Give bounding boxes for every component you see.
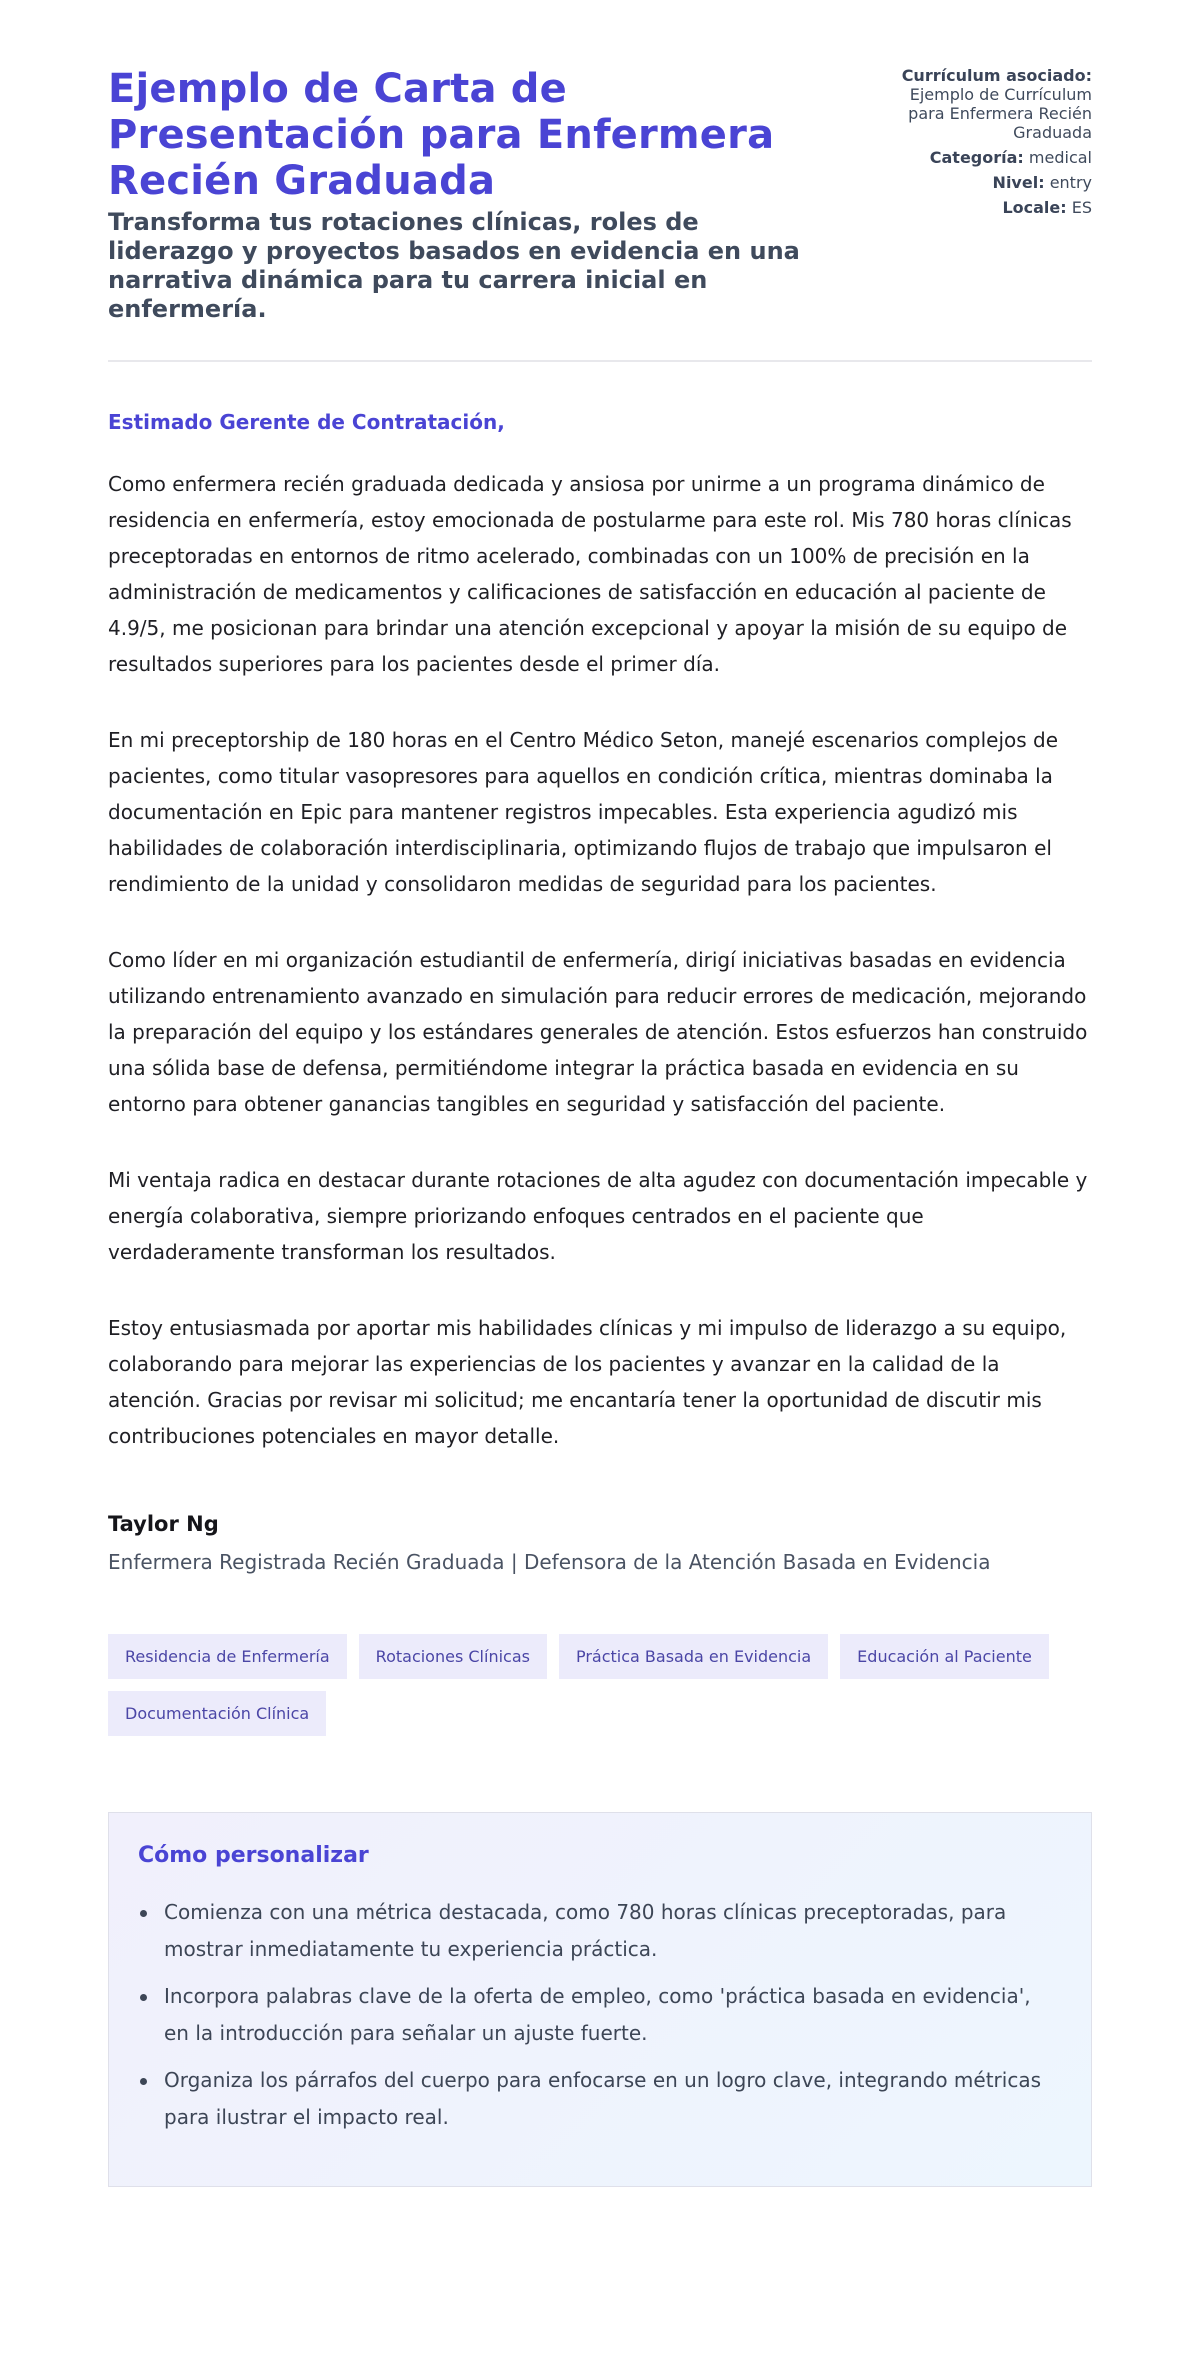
letter-paragraph: Estoy entusiasmada por aportar mis habilidades clínicas y mi impulso de liderazgo a su equipo, colaborando para mejorar las experiencias de los pacientes y avanzar en la calidad de la atención. Gracias por revisar mi solicitud; me encantaría tener la oportunidad de discutir mis contribuciones potenciales en mayor detalle. bbox=[108, 1316, 1067, 1448]
letter-paragraph: Como enfermera recién graduada dedicada y ansiosa por unirme a un programa dinámico de residencia en enfermería, estoy emocionada de postularme para este rol. Mis 780 horas clínicas preceptoradas en entornos de ritmo acelerado, combinadas con un 100% de precisión en la administración de medicamentos y calificaciones de satisfacción en educación al paciente de 4.9/5, me posicionan para brindar una atención excepcional y apoyar la misión de su equipo de resultados superiores para los pacientes desde el primer día. bbox=[108, 472, 1072, 676]
header-titles bbox=[108, 66, 828, 324]
letter-paragraph: En mi preceptorship de 180 horas en el Centro Médico Seton, manejé escenarios complejos de pacientes, como titular vasopresores para aquellos en condición crítica, mientras dominaba la documentación en Epic para mantener registros impecables. Esta experiencia agudizó mis habilidades de colaboración interdisciplinaria, optimizando flujos de trabajo que impulsaron el rendimiento de la unidad y consolidaron medidas de seguridad para los pacientes. bbox=[108, 728, 1059, 896]
tag-patient-education[interactable]: Educación al Paciente bbox=[840, 1634, 1049, 1679]
tip-item: Organiza los párrafos del cuerpo para enfocarse en un logro clave, integrando métricas para ilustrar el impacto real. bbox=[138, 2062, 1061, 2136]
tip-item: Comienza con una métrica destacada, como 780 horas clínicas preceptoradas, para mostrar inmediatamente tu experiencia práctica. bbox=[138, 1894, 1061, 1968]
tag-evidence-based-practice[interactable]: Práctica Basada en Evidencia bbox=[559, 1634, 828, 1679]
meta-resume-label: Currículum asociado: bbox=[901, 66, 1092, 85]
letter-paragraph: Como líder en mi organización estudiantil de enfermería, dirigí iniciativas basadas en evidencia utilizando entrenamiento avanzado en simulación para reducir errores de medicación, mejorando la preparación del equipo y los estándares generales de atención. Estos esfuerzos han construido una sólida base de defensa, permitiéndome integrar la práctica basada en evidencia en su entorno para obtener ganancias tangibles en seguridad y satisfacción del paciente. bbox=[108, 948, 1088, 1116]
tag-clinical-documentation[interactable]: Documentación Clínica bbox=[108, 1691, 326, 1736]
meta-category bbox=[872, 148, 1092, 167]
tips-list bbox=[138, 1894, 1061, 2136]
meta-resume-value: Ejemplo de Currículum para Enfermera Recién Graduada bbox=[908, 85, 1092, 142]
signature-role: Enfermera Registrada Recién Graduada | Defensora de la Atención Basada en Evidencia bbox=[108, 1550, 991, 1574]
tip-item: Incorpora palabras clave de la oferta de empleo, como 'práctica basada en evidencia', en la introducción para señalar un ajuste fuerte. bbox=[138, 1978, 1061, 2052]
letter-paragraphs bbox=[108, 466, 1092, 1454]
meta-locale bbox=[872, 198, 1092, 217]
customization-tips-box bbox=[108, 1812, 1092, 2187]
meta-locale-value: ES bbox=[1071, 198, 1092, 217]
page-subtitle: Transforma tus rotaciones clínicas, roles de liderazgo y proyectos basados en evidencia en una narrativa dinámica para tu carrera inicial en enfermería. bbox=[108, 208, 800, 323]
meta-category-value: medical bbox=[1028, 148, 1092, 167]
page-title: Ejemplo de Carta de Presentación para Enfermera Recién Graduada bbox=[108, 66, 775, 204]
meta-panel bbox=[872, 66, 1092, 223]
meta-category-label: Categoría: bbox=[929, 148, 1024, 167]
letter-paragraph: Mi ventaja radica en destacar durante rotaciones de alta agudez con documentación impecable y energía colaborativa, siempre priorizando enfoques centrados en el paciente que verdaderamente transforman los resultados. bbox=[108, 1168, 1088, 1264]
tips-title: Cómo personalizar bbox=[138, 1843, 369, 1868]
signature-name: Taylor Ng bbox=[108, 1512, 219, 1536]
letter-body bbox=[108, 410, 1092, 1454]
meta-level bbox=[872, 173, 1092, 192]
meta-level-label: Nivel: bbox=[992, 173, 1045, 192]
salutation: Estimado Gerente de Contratación, bbox=[108, 410, 505, 434]
meta-locale-label: Locale: bbox=[1002, 198, 1067, 217]
tag-list bbox=[108, 1634, 1092, 1736]
signature-block bbox=[108, 1512, 1092, 1574]
page-header bbox=[108, 66, 1092, 362]
meta-resume bbox=[872, 66, 1092, 142]
tag-clinical-rotations[interactable]: Rotaciones Clínicas bbox=[359, 1634, 547, 1679]
tag-nursing-residency[interactable]: Residencia de Enfermería bbox=[108, 1634, 347, 1679]
meta-level-value: entry bbox=[1049, 173, 1092, 192]
